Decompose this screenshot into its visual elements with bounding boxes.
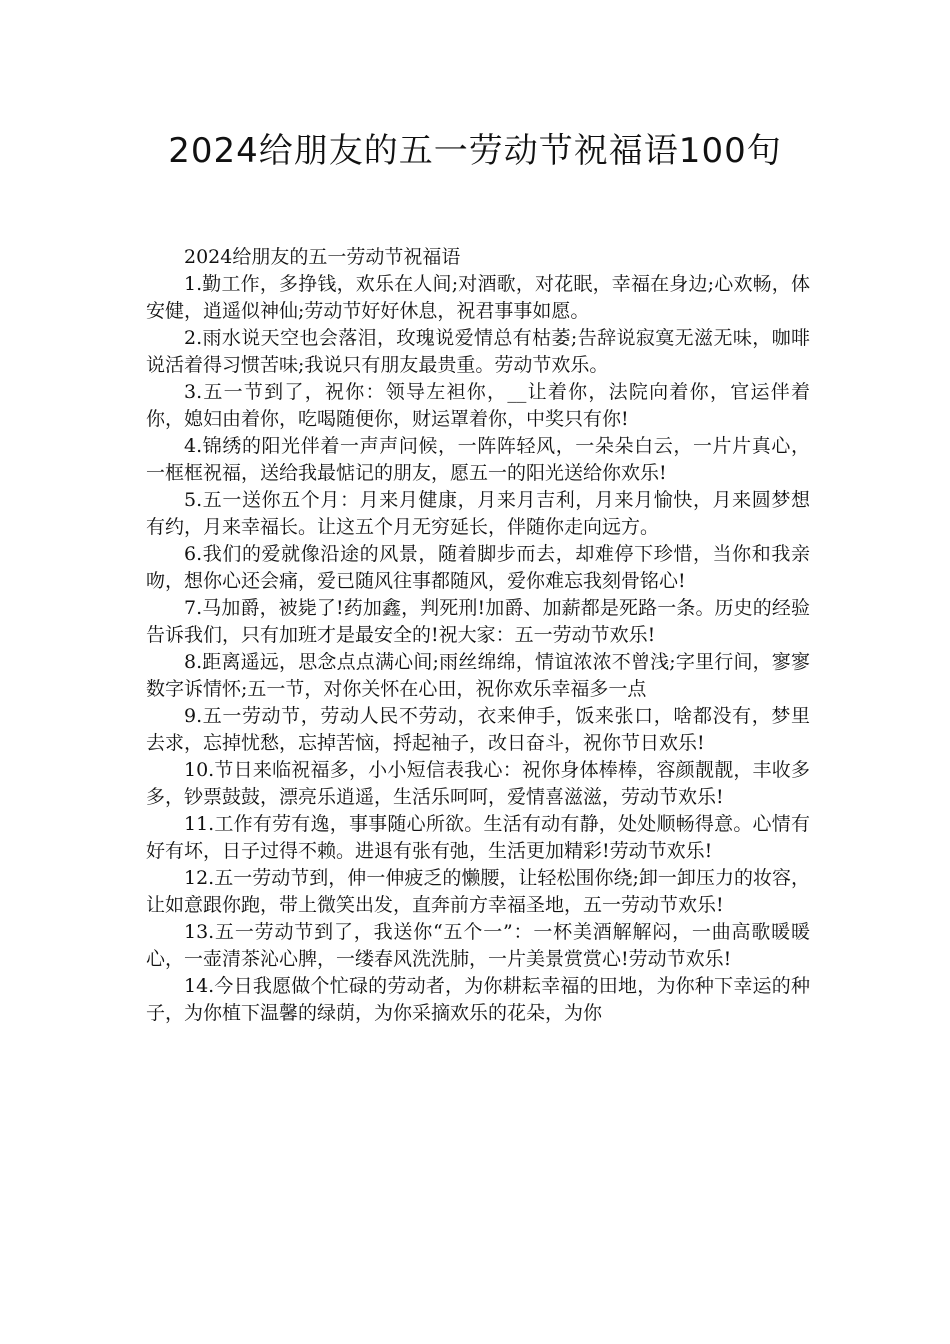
paragraph: 13.五一劳动节到了，我送你“五个一”：一杯美酒解解闷，一曲高歌暖暖心，一壶清茶沁心脾，一缕春风洗洗肺，一片美景赏赏心!劳动节欢乐! (146, 921, 810, 970)
document-body (146, 244, 810, 1027)
document-subtitle: 2024给朋友的五一劳动节祝福语 (184, 246, 461, 268)
paragraph: 12.五一劳动节到，伸一伸疲乏的懒腰，让轻松围你绕;卸一卸压力的妆容，让如意跟你跑，带上微笑出发，直奔前方幸福圣地，五一劳动节欢乐! (146, 867, 810, 916)
paragraph: 5.五一送你五个月：月来月健康，月来月吉利，月来月愉快，月来圆梦想有约，月来幸福长。让这五个月无穷延长，伴随你走向远方。 (146, 489, 810, 538)
paragraph: 14.今日我愿做个忙碌的劳动者，为你耕耘幸福的田地，为你种下幸运的种子，为你植下温馨的绿荫，为你采摘欢乐的花朵，为你 (146, 975, 810, 1024)
paragraph: 1.勤工作，多挣钱，欢乐在人间;对酒歌，对花眠，幸福在身边;心欢畅，体安健，逍遥似神仙;劳动节好好休息，祝君事事如愿。 (146, 273, 810, 322)
paragraph: 10.节日来临祝福多，小小短信表我心：祝你身体棒棒，容颜靓靓，丰收多多，钞票鼓鼓，漂亮乐逍遥，生活乐呵呵，爱情喜滋滋，劳动节欢乐! (146, 759, 810, 808)
document-title: 2024给朋友的五一劳动节祝福语100句 (168, 131, 782, 171)
paragraph: 7.马加爵，被毙了!药加鑫，判死刑!加爵、加薪都是死路一条。历史的经验告诉我们，只有加班才是最安全的!祝大家：五一劳动节欢乐! (146, 597, 810, 646)
paragraph: 2.雨水说天空也会落泪，玫瑰说爱情总有枯萎;告辞说寂寞无滋无味，咖啡说活着得习惯苦味;我说只有朋友最贵重。劳动节欢乐。 (146, 327, 810, 376)
paragraph: 8.距离遥远，思念点点满心间;雨丝绵绵，情谊浓浓不曾浅;字里行间，寥寥数字诉情怀;五一节，对你关怀在心田，祝你欢乐幸福多一点 (146, 651, 810, 700)
paragraph: 11.工作有劳有逸，事事随心所欲。生活有动有静，处处顺畅得意。心情有好有坏，日子过得不赖。进退有张有弛，生活更加精彩!劳动节欢乐! (146, 813, 810, 862)
paragraph: 3.五一节到了，祝你：领导左袒你，__让着你，法院向着你，官运伴着你，媳妇由着你，吃喝随便你，财运罩着你，中奖只有你! (146, 381, 810, 430)
paragraph: 6.我们的爱就像沿途的风景，随着脚步而去，却难停下珍惜，当你和我亲吻，想你心还会痛，爱已随风往事都随风，爱你难忘我刻骨铭心! (146, 543, 810, 592)
paragraph: 4.锦绣的阳光伴着一声声问候，一阵阵轻风，一朵朵白云，一片片真心，一框框祝福，送给我最惦记的朋友，愿五一的阳光送给你欢乐! (146, 435, 810, 484)
paragraph: 9.五一劳动节，劳动人民不劳动，衣来伸手，饭来张口，啥都没有，梦里去求，忘掉忧愁，忘掉苦恼，捋起袖子，改日奋斗，祝你节日欢乐! (146, 705, 810, 754)
